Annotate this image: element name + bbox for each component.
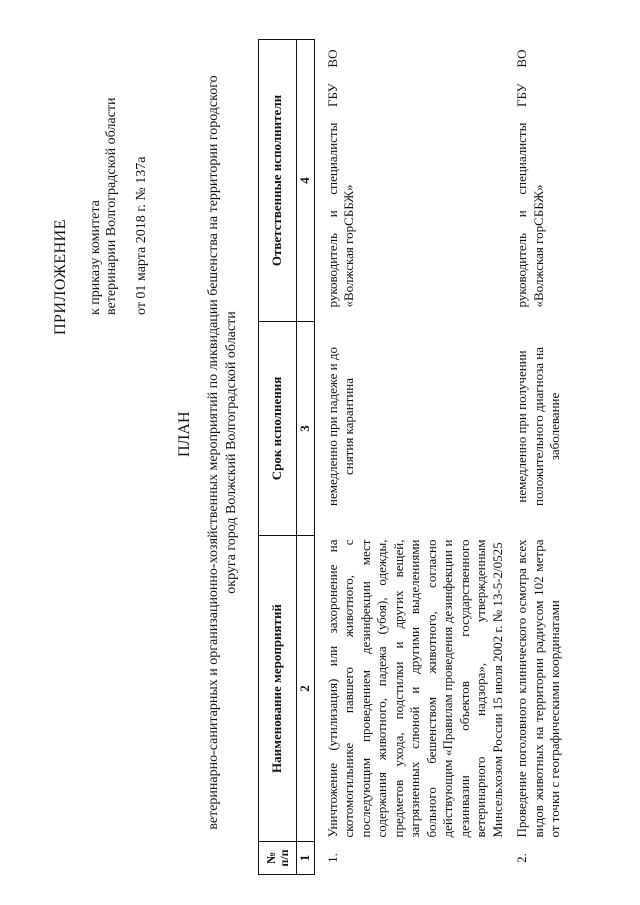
appendix-date-line: от 01 марта 2018 г. № 137а — [134, 156, 149, 315]
plan-title: ПЛАН — [176, 411, 193, 457]
table-row — [508, 40, 566, 875]
header-responsible: Ответственные исполнители — [259, 40, 297, 322]
row-name: Проведение поголовного клинического осмотра всех видов животных на территории радиусом 102 метра от точки с географическими координатами — [514, 539, 562, 838]
appendix-title: ПРИЛОЖЕНИЕ — [52, 218, 69, 335]
plan-table — [258, 39, 566, 875]
header-num: № п/п — [259, 842, 297, 875]
row-number: 1. — [324, 853, 340, 863]
row-responsible: руководитель и специалисты ГБУ ВО «Волжская горСББЖ» — [324, 49, 356, 308]
column-number: 4 — [297, 40, 315, 322]
header-name: Наименование мероприятий — [259, 536, 297, 842]
column-number: 3 — [297, 322, 315, 536]
row-responsible: руководитель и специалисты ГБУ ВО «Волжская горСББЖ» — [514, 49, 546, 308]
appendix-order-line: к приказу комитета — [88, 200, 103, 315]
table-header-row — [259, 40, 297, 875]
plan-description-line: ветеринарно-санитарных и организационно-хозяйственных мероприятий по ликвидации бешенства на территории городского — [206, 75, 221, 830]
plan-description — [205, 20, 241, 885]
row-name: Уничтожение (утилизация) или захоронение на скотомогильнике павшего животного, с последующим проведением дезинфекции мест содержания животного, падежа (убоя), одежды, предметов ухода, подстилки и других вещей, загрязненных слюной и другими выделениями больного бешенством животного, согласно действующим «Правилам проведения дезинфекции и дезинвазии объектов государственного ветеринарного надзора», утвержденным Минсельхозом России 15 июля 2002 г. № 13-5-2/0525 — [324, 539, 505, 838]
header-term: Срок исполнения — [259, 322, 297, 536]
row-term: немедленно при падеже и до снятия карантина — [324, 347, 356, 507]
plan-description-line: округа город Волжский Волгоградской области — [224, 311, 239, 594]
row-number: 2. — [514, 853, 529, 863]
appendix-committee-line: ветеринарии Волгоградской области — [104, 97, 119, 315]
column-number-row — [297, 40, 315, 875]
table-row — [314, 40, 508, 875]
column-number: 1 — [297, 842, 315, 875]
row-term: немедленно при получении положительного диагноза на заболевание — [514, 347, 562, 506]
column-number: 2 — [297, 536, 315, 842]
